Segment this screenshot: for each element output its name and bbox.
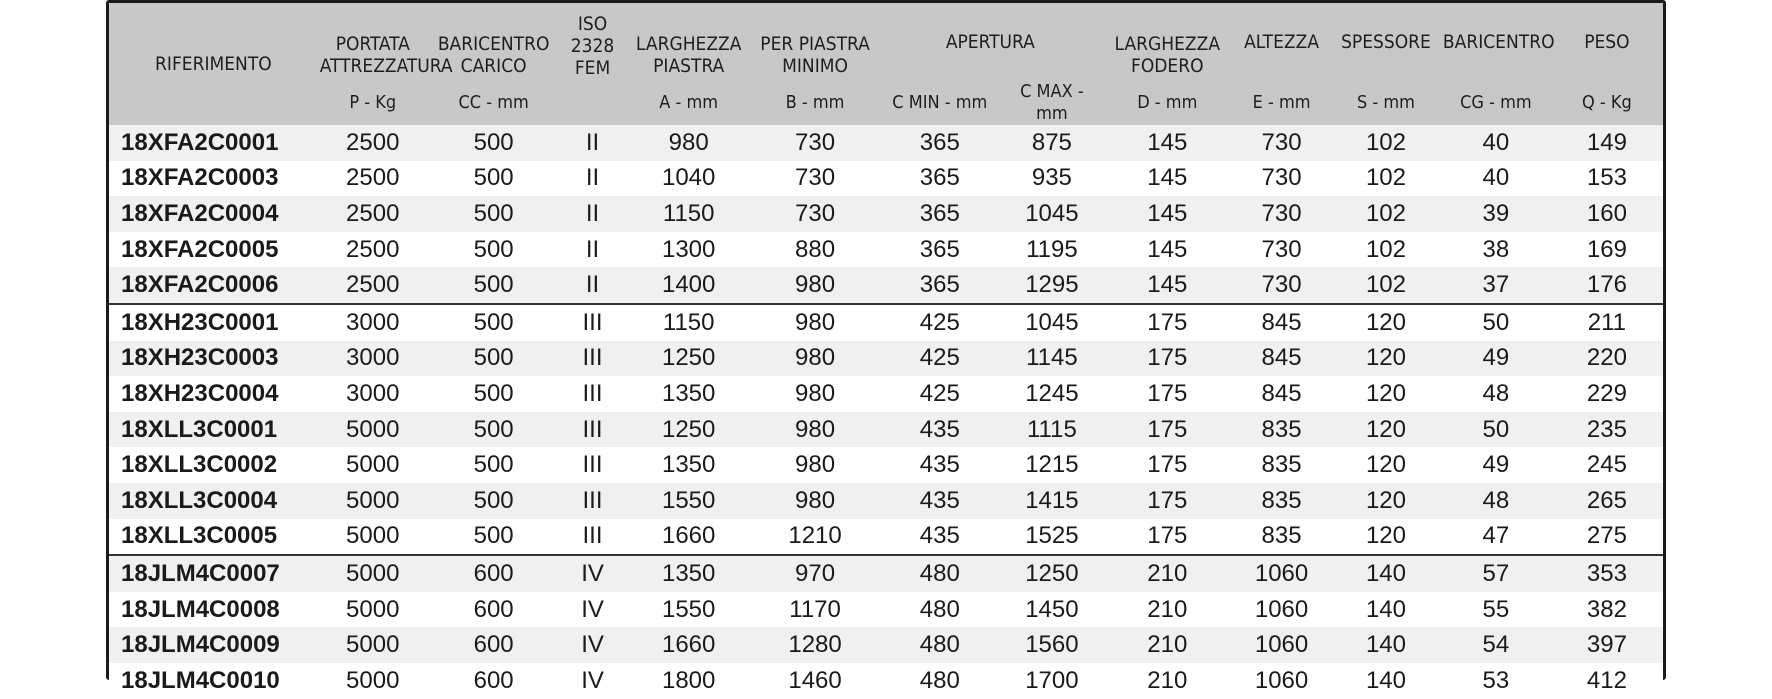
cell-baricentro: 40 — [1441, 125, 1551, 161]
cell-larghezza-piastra: 1150 — [626, 304, 752, 341]
table-row — [109, 663, 1663, 699]
cell-larghezza-fodero: 210 — [1102, 663, 1232, 699]
cell-c-max: 1525 — [1001, 519, 1102, 556]
cell-larghezza-piastra: 1550 — [626, 483, 752, 519]
cell-altezza: 845 — [1232, 341, 1331, 377]
cell-peso: 412 — [1551, 663, 1663, 699]
cell-larghezza-piastra: 1250 — [626, 412, 752, 448]
cell-c-max: 1295 — [1001, 267, 1102, 304]
cell-baricentro-carico: 600 — [428, 592, 560, 628]
cell-per-piastra: 1280 — [752, 627, 878, 663]
cell-larghezza-fodero: 175 — [1102, 483, 1232, 519]
cell-altezza: 730 — [1232, 161, 1331, 197]
table-row — [109, 483, 1663, 519]
cell-larghezza-fodero: 175 — [1102, 412, 1232, 448]
cell-larghezza-piastra: 1550 — [626, 592, 752, 628]
cell-c-min: 435 — [878, 519, 1001, 556]
cell-iso: III — [560, 376, 626, 412]
cell-larghezza-fodero: 145 — [1102, 125, 1232, 161]
cell-iso: III — [560, 519, 626, 556]
cell-portata: 5000 — [318, 627, 428, 663]
col-header-peso: PESO — [1551, 3, 1663, 81]
cell-spessore: 120 — [1331, 447, 1441, 483]
cell-c-max: 1045 — [1001, 304, 1102, 341]
cell-c-max: 1250 — [1001, 555, 1102, 592]
col-header-larghezza-piastra: LARGHEZZA PIASTRA — [626, 3, 752, 81]
unit-peso: Q - Kg — [1551, 81, 1663, 125]
cell-baricentro-carico: 500 — [428, 125, 560, 161]
cell-spessore: 120 — [1331, 304, 1441, 341]
cell-baricentro-carico: 600 — [428, 663, 560, 699]
cell-peso: 275 — [1551, 519, 1663, 556]
col-header-larghezza-fodero: LARGHEZZA FODERO — [1102, 3, 1232, 81]
cell-per-piastra: 730 — [752, 161, 878, 197]
cell-altezza: 835 — [1232, 447, 1331, 483]
table-row — [109, 555, 1663, 592]
cell-iso: IV — [560, 627, 626, 663]
cell-riferimento: 18XH23C0004 — [109, 376, 318, 412]
cell-baricentro: 54 — [1441, 627, 1551, 663]
cell-peso: 353 — [1551, 555, 1663, 592]
cell-c-max: 1560 — [1001, 627, 1102, 663]
table-row — [109, 161, 1663, 197]
header-row — [109, 3, 1663, 81]
table-row — [109, 341, 1663, 377]
cell-baricentro-carico: 500 — [428, 304, 560, 341]
cell-altezza: 1060 — [1232, 592, 1331, 628]
table-row — [109, 376, 1663, 412]
cell-iso: II — [560, 161, 626, 197]
cell-altezza: 730 — [1232, 232, 1331, 268]
cell-baricentro-carico: 500 — [428, 232, 560, 268]
cell-spessore: 120 — [1331, 483, 1441, 519]
cell-per-piastra: 1460 — [752, 663, 878, 699]
unit-altezza: E - mm — [1232, 81, 1331, 125]
cell-iso: III — [560, 412, 626, 448]
cell-c-min: 480 — [878, 627, 1001, 663]
col-header-baricentro-carico: BARICENTRO CARICO — [428, 3, 560, 81]
cell-portata: 5000 — [318, 592, 428, 628]
cell-per-piastra: 980 — [752, 376, 878, 412]
cell-baricentro: 50 — [1441, 412, 1551, 448]
cell-larghezza-fodero: 175 — [1102, 376, 1232, 412]
table-row — [109, 232, 1663, 268]
table-row — [109, 519, 1663, 556]
cell-per-piastra: 980 — [752, 483, 878, 519]
cell-larghezza-fodero: 210 — [1102, 592, 1232, 628]
cell-larghezza-piastra: 1350 — [626, 376, 752, 412]
cell-larghezza-fodero: 210 — [1102, 627, 1232, 663]
cell-per-piastra: 980 — [752, 267, 878, 304]
cell-baricentro: 49 — [1441, 447, 1551, 483]
cell-iso: IV — [560, 592, 626, 628]
cell-larghezza-piastra: 1800 — [626, 663, 752, 699]
cell-riferimento: 18JLM4C0009 — [109, 627, 318, 663]
cell-baricentro-carico: 500 — [428, 519, 560, 556]
units-row — [109, 81, 1663, 125]
cell-c-min: 435 — [878, 447, 1001, 483]
table-row — [109, 125, 1663, 161]
cell-spessore: 102 — [1331, 125, 1441, 161]
cell-baricentro: 50 — [1441, 304, 1551, 341]
cell-iso: IV — [560, 555, 626, 592]
cell-larghezza-piastra: 980 — [626, 125, 752, 161]
spec-table-frame — [106, 0, 1666, 694]
cell-c-min: 480 — [878, 555, 1001, 592]
cell-peso: 176 — [1551, 267, 1663, 304]
unit-portata: P - Kg — [318, 81, 428, 125]
cell-portata: 2500 — [318, 267, 428, 304]
cell-larghezza-piastra: 1250 — [626, 341, 752, 377]
cell-altezza: 1060 — [1232, 663, 1331, 699]
cell-larghezza-fodero: 145 — [1102, 161, 1232, 197]
cell-riferimento: 18XFA2C0006 — [109, 267, 318, 304]
cell-portata: 2500 — [318, 196, 428, 232]
cell-spessore: 102 — [1331, 196, 1441, 232]
cell-c-min: 480 — [878, 592, 1001, 628]
cell-altezza: 835 — [1232, 519, 1331, 556]
cell-baricentro-carico: 500 — [428, 196, 560, 232]
cell-baricentro-carico: 500 — [428, 341, 560, 377]
cell-baricentro-carico: 500 — [428, 376, 560, 412]
cell-c-min: 425 — [878, 341, 1001, 377]
cell-riferimento: 18JLM4C0007 — [109, 555, 318, 592]
cell-c-max: 1700 — [1001, 663, 1102, 699]
cell-baricentro-carico: 500 — [428, 483, 560, 519]
cell-iso: II — [560, 125, 626, 161]
cell-spessore: 140 — [1331, 663, 1441, 699]
cell-portata: 5000 — [318, 483, 428, 519]
cell-iso: II — [560, 196, 626, 232]
cell-larghezza-fodero: 145 — [1102, 232, 1232, 268]
cell-c-min: 365 — [878, 196, 1001, 232]
cell-spessore: 102 — [1331, 232, 1441, 268]
cell-baricentro-carico: 600 — [428, 627, 560, 663]
cell-larghezza-fodero: 175 — [1102, 447, 1232, 483]
cell-larghezza-piastra: 1300 — [626, 232, 752, 268]
table-row — [109, 627, 1663, 663]
cell-riferimento: 18XH23C0001 — [109, 304, 318, 341]
cell-baricentro-carico: 500 — [428, 267, 560, 304]
cell-larghezza-fodero: 145 — [1102, 267, 1232, 304]
col-header-iso: ISO 2328 FEM — [560, 3, 626, 125]
unit-c-min: C MIN - mm — [878, 81, 1001, 125]
cell-per-piastra: 970 — [752, 555, 878, 592]
cell-c-min: 365 — [878, 161, 1001, 197]
cell-larghezza-fodero: 145 — [1102, 196, 1232, 232]
cell-spessore: 102 — [1331, 161, 1441, 197]
cell-c-max: 1115 — [1001, 412, 1102, 448]
unit-larghezza-piastra: A - mm — [626, 81, 752, 125]
cell-riferimento: 18JLM4C0010 — [109, 663, 318, 699]
cell-peso: 397 — [1551, 627, 1663, 663]
cell-peso: 169 — [1551, 232, 1663, 268]
cell-altezza: 835 — [1232, 483, 1331, 519]
cell-c-min: 435 — [878, 483, 1001, 519]
cell-spessore: 120 — [1331, 519, 1441, 556]
cell-spessore: 140 — [1331, 627, 1441, 663]
cell-c-max: 1195 — [1001, 232, 1102, 268]
unit-per-piastra: B - mm — [752, 81, 878, 125]
cell-per-piastra: 730 — [752, 125, 878, 161]
table-row — [109, 447, 1663, 483]
cell-c-max: 935 — [1001, 161, 1102, 197]
cell-riferimento: 18XH23C0003 — [109, 341, 318, 377]
cell-peso: 235 — [1551, 412, 1663, 448]
cell-baricentro: 48 — [1441, 376, 1551, 412]
table-row — [109, 304, 1663, 341]
col-header-per-piastra: PER PIASTRA MINIMO — [752, 3, 878, 81]
cell-spessore: 120 — [1331, 376, 1441, 412]
col-header-riferimento: RIFERIMENTO — [109, 3, 318, 125]
cell-riferimento: 18XLL3C0002 — [109, 447, 318, 483]
cell-c-min: 425 — [878, 304, 1001, 341]
cell-larghezza-fodero: 175 — [1102, 304, 1232, 341]
cell-riferimento: 18XLL3C0001 — [109, 412, 318, 448]
cell-c-max: 1450 — [1001, 592, 1102, 628]
unit-baricentro-carico: CC - mm — [428, 81, 560, 125]
cell-baricentro: 57 — [1441, 555, 1551, 592]
cell-altezza: 845 — [1232, 376, 1331, 412]
unit-larghezza-fodero: D - mm — [1102, 81, 1232, 125]
cell-spessore: 140 — [1331, 592, 1441, 628]
table-row — [109, 412, 1663, 448]
cell-iso: III — [560, 341, 626, 377]
cell-per-piastra: 980 — [752, 304, 878, 341]
cell-peso: 245 — [1551, 447, 1663, 483]
cell-riferimento: 18XLL3C0004 — [109, 483, 318, 519]
cell-peso: 220 — [1551, 341, 1663, 377]
cell-larghezza-fodero: 210 — [1102, 555, 1232, 592]
cell-riferimento: 18XFA2C0005 — [109, 232, 318, 268]
col-header-altezza: ALTEZZA — [1232, 3, 1331, 81]
cell-peso: 382 — [1551, 592, 1663, 628]
cell-baricentro: 47 — [1441, 519, 1551, 556]
cell-iso: II — [560, 232, 626, 268]
col-header-portata: PORTATA ATTREZZATURA — [318, 3, 428, 81]
col-header-baricentro: BARICENTRO — [1441, 3, 1551, 81]
cell-portata: 2500 — [318, 232, 428, 268]
cell-per-piastra: 1210 — [752, 519, 878, 556]
cell-altezza: 730 — [1232, 196, 1331, 232]
cell-iso: III — [560, 483, 626, 519]
cell-portata: 5000 — [318, 447, 428, 483]
cell-riferimento: 18XLL3C0005 — [109, 519, 318, 556]
unit-spessore: S - mm — [1331, 81, 1441, 125]
cell-baricentro-carico: 500 — [428, 161, 560, 197]
cell-portata: 3000 — [318, 341, 428, 377]
spec-table — [109, 3, 1663, 699]
cell-altezza: 1060 — [1232, 627, 1331, 663]
cell-larghezza-fodero: 175 — [1102, 519, 1232, 556]
cell-baricentro: 48 — [1441, 483, 1551, 519]
cell-riferimento: 18XFA2C0001 — [109, 125, 318, 161]
cell-larghezza-piastra: 1660 — [626, 627, 752, 663]
cell-peso: 211 — [1551, 304, 1663, 341]
cell-per-piastra: 980 — [752, 447, 878, 483]
cell-portata: 2500 — [318, 125, 428, 161]
cell-baricentro-carico: 500 — [428, 412, 560, 448]
cell-peso: 229 — [1551, 376, 1663, 412]
table-row — [109, 267, 1663, 304]
cell-larghezza-piastra: 1040 — [626, 161, 752, 197]
cell-c-max: 875 — [1001, 125, 1102, 161]
cell-baricentro: 40 — [1441, 161, 1551, 197]
cell-per-piastra: 980 — [752, 412, 878, 448]
cell-portata: 5000 — [318, 663, 428, 699]
cell-peso: 265 — [1551, 483, 1663, 519]
cell-iso: III — [560, 304, 626, 341]
cell-riferimento: 18XFA2C0004 — [109, 196, 318, 232]
cell-c-max: 1045 — [1001, 196, 1102, 232]
cell-larghezza-piastra: 1150 — [626, 196, 752, 232]
cell-baricentro: 55 — [1441, 592, 1551, 628]
cell-per-piastra: 1170 — [752, 592, 878, 628]
cell-larghezza-fodero: 175 — [1102, 341, 1232, 377]
cell-baricentro: 49 — [1441, 341, 1551, 377]
cell-peso: 153 — [1551, 161, 1663, 197]
cell-iso: IV — [560, 663, 626, 699]
cell-per-piastra: 980 — [752, 341, 878, 377]
cell-portata: 5000 — [318, 519, 428, 556]
cell-c-min: 435 — [878, 412, 1001, 448]
cell-peso: 160 — [1551, 196, 1663, 232]
cell-per-piastra: 730 — [752, 196, 878, 232]
cell-spessore: 140 — [1331, 555, 1441, 592]
cell-spessore: 120 — [1331, 412, 1441, 448]
cell-c-max: 1415 — [1001, 483, 1102, 519]
col-header-apertura: APERTURA — [878, 3, 1102, 81]
cell-c-min: 365 — [878, 125, 1001, 161]
cell-baricentro: 38 — [1441, 232, 1551, 268]
cell-c-min: 365 — [878, 232, 1001, 268]
table-row — [109, 196, 1663, 232]
cell-baricentro-carico: 600 — [428, 555, 560, 592]
cell-spessore: 102 — [1331, 267, 1441, 304]
cell-riferimento: 18XFA2C0003 — [109, 161, 318, 197]
cell-baricentro: 39 — [1441, 196, 1551, 232]
cell-iso: II — [560, 267, 626, 304]
cell-altezza: 1060 — [1232, 555, 1331, 592]
cell-portata: 5000 — [318, 412, 428, 448]
cell-riferimento: 18JLM4C0008 — [109, 592, 318, 628]
cell-baricentro: 37 — [1441, 267, 1551, 304]
cell-iso: III — [560, 447, 626, 483]
cell-spessore: 120 — [1331, 341, 1441, 377]
cell-baricentro-carico: 500 — [428, 447, 560, 483]
cell-portata: 3000 — [318, 376, 428, 412]
cell-c-max: 1145 — [1001, 341, 1102, 377]
cell-altezza: 730 — [1232, 125, 1331, 161]
cell-portata: 2500 — [318, 161, 428, 197]
cell-c-max: 1245 — [1001, 376, 1102, 412]
cell-larghezza-piastra: 1660 — [626, 519, 752, 556]
cell-larghezza-piastra: 1400 — [626, 267, 752, 304]
cell-per-piastra: 880 — [752, 232, 878, 268]
cell-c-max: 1215 — [1001, 447, 1102, 483]
cell-portata: 5000 — [318, 555, 428, 592]
cell-peso: 149 — [1551, 125, 1663, 161]
cell-c-min: 480 — [878, 663, 1001, 699]
table-body — [109, 125, 1663, 699]
cell-c-min: 425 — [878, 376, 1001, 412]
cell-c-min: 365 — [878, 267, 1001, 304]
cell-altezza: 845 — [1232, 304, 1331, 341]
table-row — [109, 592, 1663, 628]
cell-altezza: 730 — [1232, 267, 1331, 304]
cell-larghezza-piastra: 1350 — [626, 447, 752, 483]
cell-larghezza-piastra: 1350 — [626, 555, 752, 592]
unit-baricentro: CG - mm — [1441, 81, 1551, 125]
unit-c-max: C MAX - mm — [1001, 81, 1102, 125]
cell-portata: 3000 — [318, 304, 428, 341]
cell-altezza: 835 — [1232, 412, 1331, 448]
cell-baricentro: 53 — [1441, 663, 1551, 699]
col-header-spessore: SPESSORE — [1331, 3, 1441, 81]
